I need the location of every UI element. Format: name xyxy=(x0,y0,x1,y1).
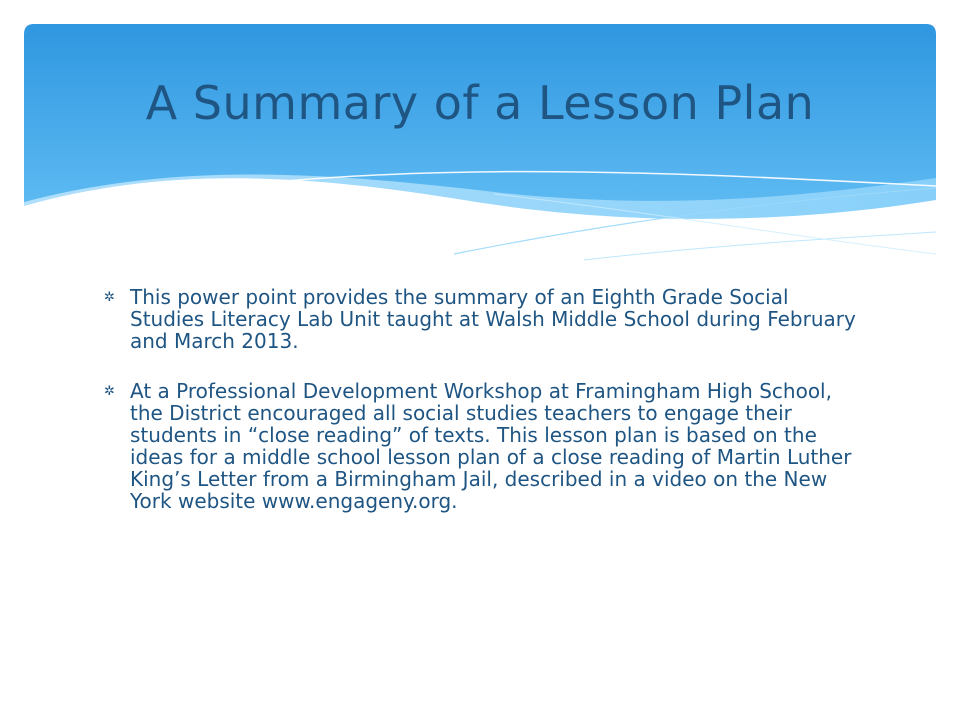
slide-title: A Summary of a Lesson Plan xyxy=(145,76,815,130)
bullet-item xyxy=(104,286,864,352)
asterisk-icon: ✲ xyxy=(104,384,115,399)
header-banner xyxy=(24,24,936,264)
bullet-list xyxy=(104,286,864,540)
bullet-item xyxy=(104,380,864,512)
asterisk-icon: ✲ xyxy=(104,290,115,305)
bullet-text: This power point provides the summary of an Eighth Grade Social Studies Literacy Lab Unit taught at Walsh Middle School during February and March 2013. xyxy=(130,285,856,353)
bullet-text: At a Professional Development Workshop at Framingham High School, the District encouraged all social studies teachers to engage their students in “close reading” of texts. This lesson plan is based on the ideas for a middle school lesson plan of a close reading of Martin Luther King’s Letter from a Birmingham Jail, described in a video on the New York website www.engageny.org. xyxy=(130,379,852,513)
wave-banner-graphic xyxy=(24,24,936,264)
